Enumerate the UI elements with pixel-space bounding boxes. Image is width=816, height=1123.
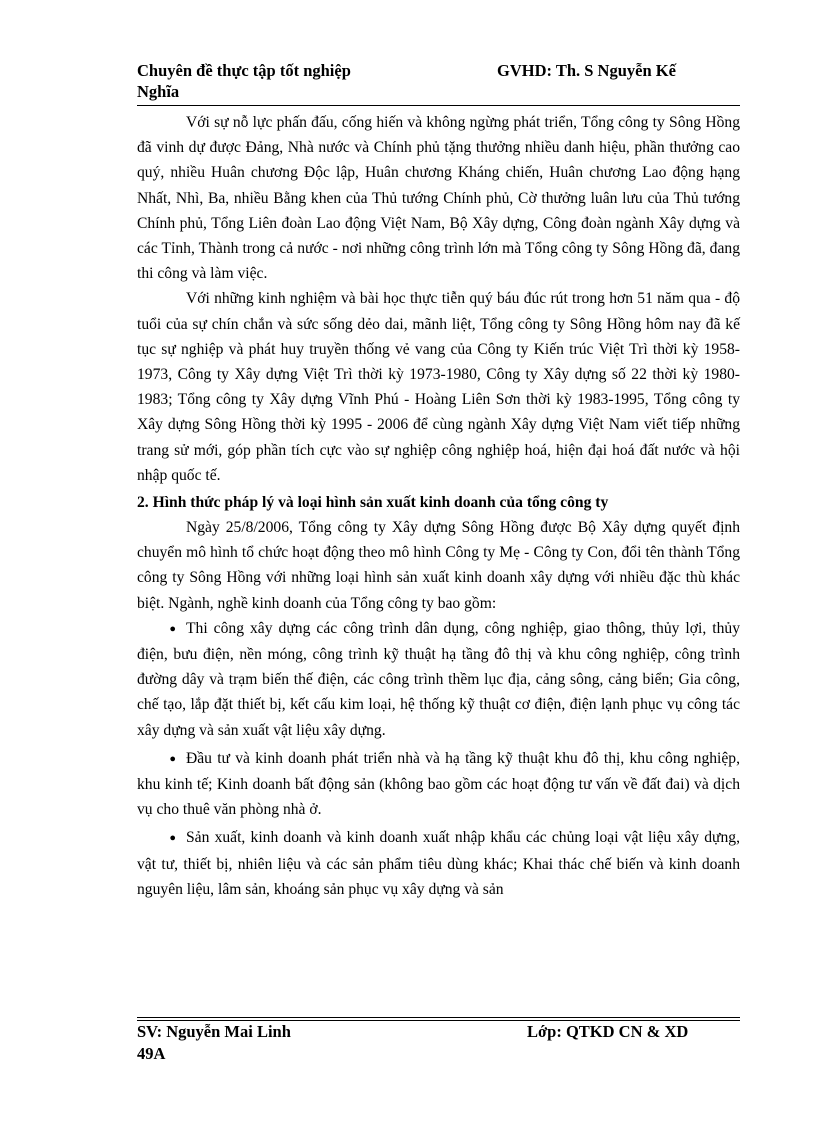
- header-advisor-continued: Nghĩa: [137, 82, 180, 101]
- header-rule: [137, 105, 740, 106]
- paragraph-awards: Với sự nỗ lực phấn đấu, cống hiến và không ngừng phát triển, Tổng công ty Sông Hồng đã vinh dự được Đảng, Nhà nước và Chính phủ tặng thưởng nhiều danh hiệu, phần thưởng cao quý, nhiều Huân chương Độc lập, Huân chương Kháng chiến, Huân chương Lao động hạng Nhất, Nhì, Ba, nhiều Bằng khen của Thủ tướng Chính phủ, Cờ thưởng luân lưu của Thủ tướng Chính phủ, Tổng Liên đoàn Lao động Việt Nam, Bộ Xây dựng, Công đoàn ngành Xây dựng và các Tỉnh, Thành trong cả nước - nơi những công trình lớn mà Tổng công ty Sông Hồng đã, đang thi công và làm việc.: [137, 114, 740, 283]
- header-advisor: GVHD: Th. S Nguyễn Kế: [497, 61, 676, 80]
- document-body: [137, 110, 740, 905]
- footer-rule-thin: [137, 1017, 740, 1018]
- bullet-icon: ●: [169, 832, 176, 845]
- section-heading: 2. Hình thức pháp lý và loại hình sản xuất kinh doanh của tổng công ty: [137, 494, 609, 512]
- list-item: [137, 616, 740, 743]
- paragraph-legal-form: Ngày 25/8/2006, Tổng công ty Xây dựng Sông Hồng được Bộ Xây dựng quyết định chuyển mô hình tổ chức hoạt động theo mô hình Công ty Mẹ - Công ty Con, đổi tên thành Tổng công ty Sông Hồng với những loại hình sản xuất kinh doanh xây dựng với nhiều đặc thù khác biệt. Ngành, nghề kinh doanh của Tổng công ty bao gồm:: [137, 519, 740, 612]
- list-item-text: Sản xuất, kinh doanh và kinh doanh xuất nhập khẩu các chủng loại vật liệu xây dựng, vật tư, thiết bị, nhiên liệu và các sản phẩm tiêu dùng khác; Khai thác chế biến và kinh doanh nguyên liệu, lâm sản, khoáng sản phục vụ xây dựng và sản: [137, 829, 740, 898]
- bullet-icon: ●: [169, 622, 176, 635]
- header-title: Chuyên đề thực tập tốt nghiệp: [137, 61, 351, 80]
- business-lines-list: [137, 616, 740, 902]
- footer-student-continued: 49A: [137, 1044, 166, 1063]
- paragraph-history: Với những kinh nghiệm và bài học thực tiễn quý báu đúc rút trong hơn 51 năm qua - độ tuổi của sự chín chắn và sức sống dẻo dai, mãnh liệt, Tổng công ty Sông Hồng hôm nay đã kế tục sự nghiệp và phát huy truyền thống vẻ vang của Công ty Kiến trúc Việt Trì thời kỳ 1958-1973, Công ty Xây dựng Việt Trì thời kỳ 1973-1980, Công ty Xây dựng số 22 thời kỳ 1980-1983; Tổng công ty Xây dựng Vĩnh Phú - Hoàng Liên Sơn thời kỳ 1983-1995, Tổng công ty Xây dựng Sông Hồng thời kỳ 1995 - 2006 để cùng ngành Xây dựng Việt Nam viết tiếp những trang sử mới, góp phần tích cực vào sự nghiệp công nghiệp hoá, hiện đại hoá đất nước và hội nhập quốc tế.: [137, 290, 740, 484]
- list-item-text: Đầu tư và kinh doanh phát triển nhà và hạ tầng kỹ thuật khu đô thị, khu công nghiệp, khu kinh tế; Kinh doanh bất động sản (không bao gồm các hoạt động tư vấn về đất đai) và dịch vụ cho thuê văn phòng nhà ở.: [137, 749, 740, 819]
- footer-class: Lớp: QTKD CN & XD: [527, 1022, 689, 1041]
- footer-student: SV: Nguyễn Mai Linh: [137, 1022, 291, 1041]
- list-item: [137, 825, 740, 902]
- bullet-icon: ●: [169, 752, 176, 765]
- list-item-text: Thi công xây dựng các công trình dân dụng, công nghiệp, giao thông, thủy lợi, thủy điện, bưu điện, nền móng, công trình kỹ thuật hạ tầng đô thị và khu công nghiệp, công trình đường dây và trạm biến thế điện, các công trình thềm lục địa, cảng sông, cảng biển; Gia công, chế tạo, lắp đặt thiết bị, kết cấu kim loại, hệ thống kỹ thuật cơ điện, điện lạnh phục vụ công tác xây dựng và sản xuất vật liệu xây dựng.: [137, 619, 740, 739]
- list-item: [137, 746, 740, 823]
